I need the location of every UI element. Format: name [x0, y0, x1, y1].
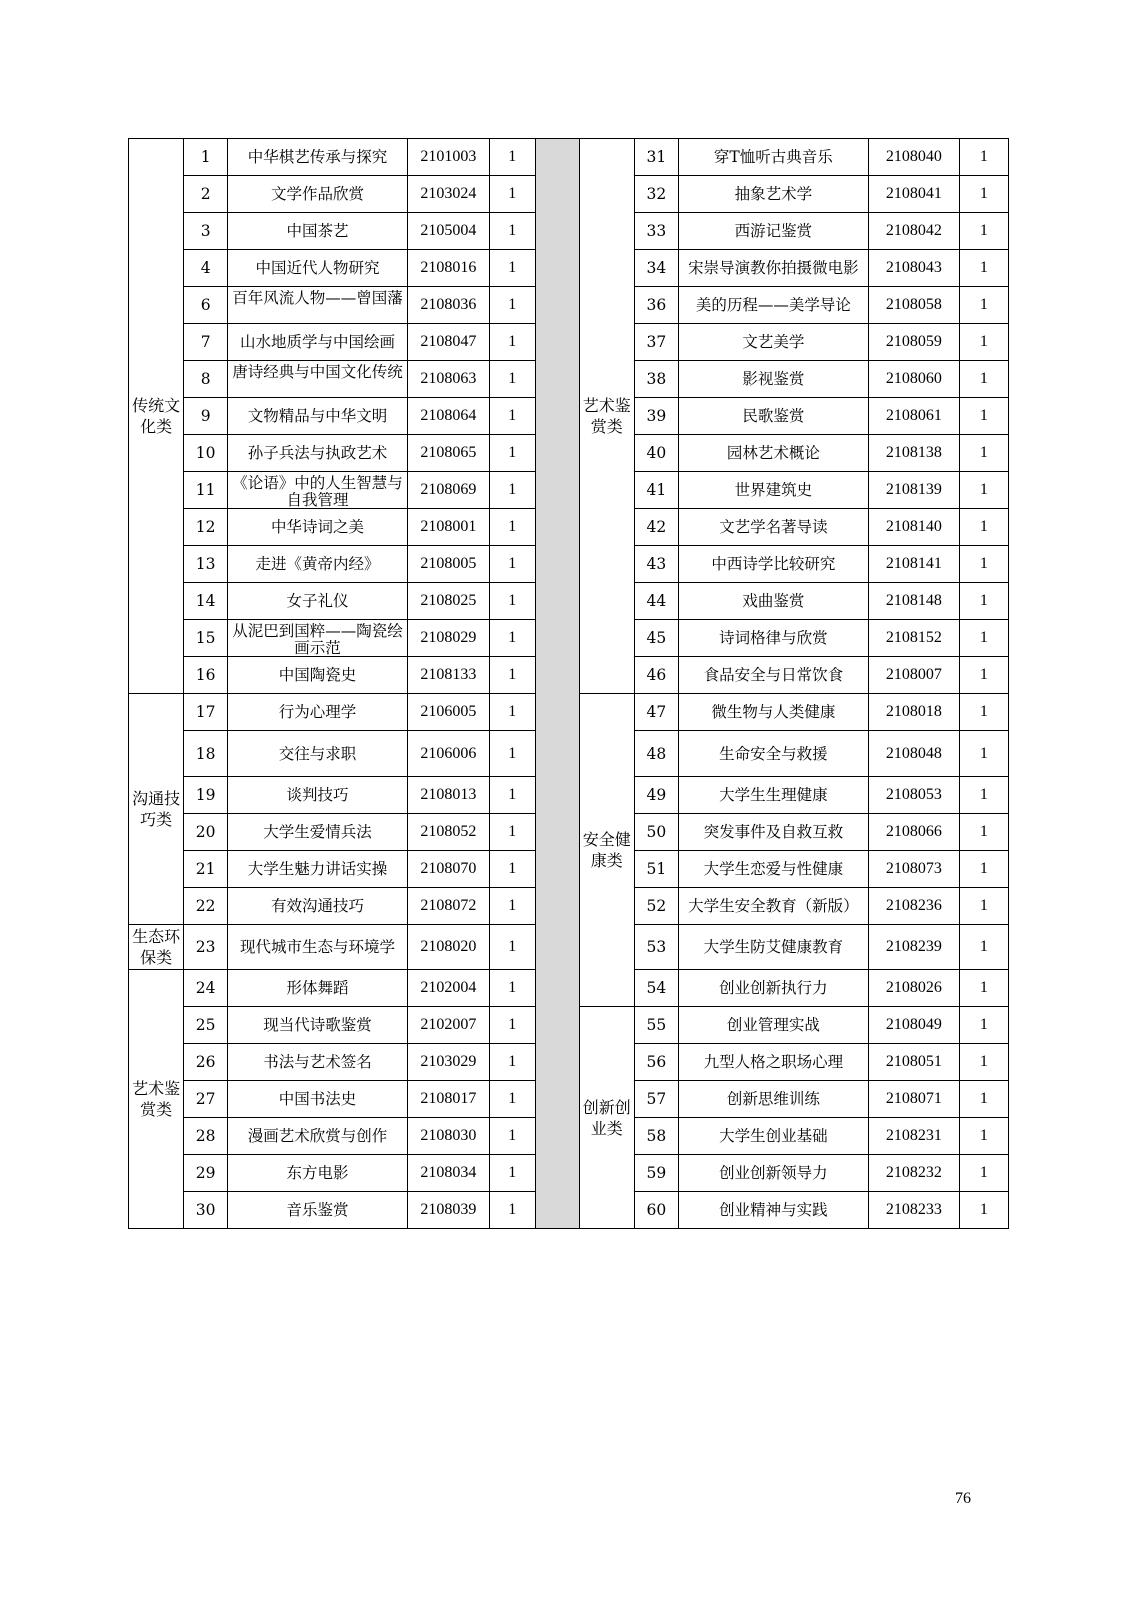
left-course-name	[228, 287, 408, 324]
left-course-number: 20	[184, 814, 228, 851]
left-course-credit: 1	[489, 324, 535, 361]
right-course-credit: 1	[959, 888, 1008, 925]
right-course-credit: 1	[959, 1081, 1008, 1118]
right-course-credit: 1	[959, 1155, 1008, 1192]
left-course-name: 中国书法史	[228, 1081, 408, 1118]
left-course-name: 中国陶瓷史	[228, 657, 408, 694]
right-course-number: 33	[634, 213, 678, 250]
right-course-number: 49	[634, 777, 678, 814]
left-course-name	[228, 361, 408, 398]
right-course-credit: 1	[959, 657, 1008, 694]
right-course-number: 37	[634, 324, 678, 361]
right-course-name: 抽象艺术学	[678, 176, 868, 213]
left-course-credit: 1	[489, 888, 535, 925]
left-course-number: 4	[184, 250, 228, 287]
right-course-number: 55	[634, 1007, 678, 1044]
left-course-credit: 1	[489, 176, 535, 213]
right-course-code: 2108141	[868, 546, 959, 583]
right-course-credit: 1	[959, 1192, 1008, 1229]
right-course-code: 2108236	[868, 888, 959, 925]
right-course-number: 45	[634, 620, 678, 657]
left-course-number: 8	[184, 361, 228, 398]
right-course-number: 32	[634, 176, 678, 213]
left-course-name: 女子礼仪	[228, 583, 408, 620]
left-course-name: 中国茶艺	[228, 213, 408, 250]
left-course-name: 孙子兵法与执政艺术	[228, 435, 408, 472]
right-course-code: 2108018	[868, 694, 959, 731]
left-course-code: 2108034	[408, 1155, 490, 1192]
right-course-credit: 1	[959, 287, 1008, 324]
right-course-name: 创业创新执行力	[678, 970, 868, 1007]
table-row	[129, 139, 1009, 176]
left-course-code: 2108005	[408, 546, 490, 583]
left-course-code: 2108025	[408, 583, 490, 620]
left-course-number: 1	[184, 139, 228, 176]
right-category-cell: 安全健康类	[579, 694, 634, 1007]
left-course-code: 2108030	[408, 1118, 490, 1155]
left-course-number: 15	[184, 620, 228, 657]
right-course-code: 2108232	[868, 1155, 959, 1192]
left-course-number: 9	[184, 398, 228, 435]
left-course-number: 21	[184, 851, 228, 888]
left-course-credit: 1	[489, 814, 535, 851]
right-course-credit: 1	[959, 472, 1008, 509]
right-course-number: 57	[634, 1081, 678, 1118]
left-course-number: 17	[184, 694, 228, 731]
left-course-code: 2108017	[408, 1081, 490, 1118]
right-category-cell: 艺术鉴赏类	[579, 139, 634, 694]
left-course-name: 现当代诗歌鉴赏	[228, 1007, 408, 1044]
right-course-number: 52	[634, 888, 678, 925]
right-course-credit: 1	[959, 1044, 1008, 1081]
left-course-credit: 1	[489, 777, 535, 814]
left-course-number: 13	[184, 546, 228, 583]
left-course-name: 东方电影	[228, 1155, 408, 1192]
left-course-name: 大学生魅力讲话实操	[228, 851, 408, 888]
right-course-name: 中西诗学比较研究	[678, 546, 868, 583]
right-course-number: 60	[634, 1192, 678, 1229]
left-course-number: 7	[184, 324, 228, 361]
left-course-number: 11	[184, 472, 228, 509]
left-course-name: 谈判技巧	[228, 777, 408, 814]
right-course-code: 2108058	[868, 287, 959, 324]
right-course-name: 食品安全与日常饮食	[678, 657, 868, 694]
left-course-credit: 1	[489, 435, 535, 472]
right-course-name: 大学生安全教育（新版）	[678, 888, 868, 925]
left-course-code: 2102004	[408, 970, 490, 1007]
left-course-number: 3	[184, 213, 228, 250]
right-course-credit: 1	[959, 694, 1008, 731]
right-course-name: 穿T恤听古典音乐	[678, 139, 868, 176]
left-course-credit: 1	[489, 851, 535, 888]
right-course-name: 戏曲鉴赏	[678, 583, 868, 620]
right-course-number: 36	[634, 287, 678, 324]
left-course-credit: 1	[489, 546, 535, 583]
right-course-code: 2108152	[868, 620, 959, 657]
right-course-credit: 1	[959, 814, 1008, 851]
left-course-code: 2103029	[408, 1044, 490, 1081]
left-course-name	[228, 472, 408, 509]
left-course-name: 音乐鉴赏	[228, 1192, 408, 1229]
left-course-name: 山水地质学与中国绘画	[228, 324, 408, 361]
right-course-code: 2108140	[868, 509, 959, 546]
left-course-credit: 1	[489, 1081, 535, 1118]
left-course-credit: 1	[489, 213, 535, 250]
left-course-number: 29	[184, 1155, 228, 1192]
left-course-number: 25	[184, 1007, 228, 1044]
right-course-name: 世界建筑史	[678, 472, 868, 509]
right-course-code: 2108042	[868, 213, 959, 250]
right-course-code: 2108059	[868, 324, 959, 361]
left-course-name-text: 《论语》中的人生智慧与自我管理	[232, 474, 403, 508]
left-course-name: 中国近代人物研究	[228, 250, 408, 287]
right-course-credit: 1	[959, 509, 1008, 546]
right-course-credit: 1	[959, 361, 1008, 398]
left-course-number: 30	[184, 1192, 228, 1229]
left-course-credit: 1	[489, 1118, 535, 1155]
left-course-name: 文物精品与中华文明	[228, 398, 408, 435]
right-course-code: 2108148	[868, 583, 959, 620]
left-course-number: 28	[184, 1118, 228, 1155]
left-course-name: 行为心理学	[228, 694, 408, 731]
right-course-name: 宋崇导演教你拍摄微电影	[678, 250, 868, 287]
right-course-code: 2108139	[868, 472, 959, 509]
right-category-cell: 创新创业类	[579, 1007, 634, 1229]
right-course-code: 2108233	[868, 1192, 959, 1229]
left-course-credit: 1	[489, 361, 535, 398]
left-course-code: 2108072	[408, 888, 490, 925]
right-course-credit: 1	[959, 546, 1008, 583]
left-category-cell: 艺术鉴赏类	[129, 970, 184, 1229]
right-course-name: 民歌鉴赏	[678, 398, 868, 435]
left-course-name: 漫画艺术欣赏与创作	[228, 1118, 408, 1155]
right-course-name: 大学生防艾健康教育	[678, 925, 868, 970]
right-course-code: 2108060	[868, 361, 959, 398]
left-category-cell: 传统文化类	[129, 139, 184, 694]
right-course-number: 40	[634, 435, 678, 472]
left-course-credit: 1	[489, 398, 535, 435]
right-course-name: 九型人格之职场心理	[678, 1044, 868, 1081]
left-course-code: 2108036	[408, 287, 490, 324]
right-course-name: 诗词格律与欣赏	[678, 620, 868, 657]
right-course-credit: 1	[959, 583, 1008, 620]
right-course-number: 56	[634, 1044, 678, 1081]
right-course-credit: 1	[959, 176, 1008, 213]
left-course-code: 2108039	[408, 1192, 490, 1229]
right-course-number: 43	[634, 546, 678, 583]
left-course-code: 2108065	[408, 435, 490, 472]
right-course-name: 创新思维训练	[678, 1081, 868, 1118]
right-course-number: 41	[634, 472, 678, 509]
right-course-name: 美的历程——美学导论	[678, 287, 868, 324]
right-course-number: 44	[634, 583, 678, 620]
right-course-number: 39	[634, 398, 678, 435]
left-course-code: 2103024	[408, 176, 490, 213]
right-course-name: 创业管理实战	[678, 1007, 868, 1044]
left-course-code: 2108016	[408, 250, 490, 287]
right-course-name: 西游记鉴赏	[678, 213, 868, 250]
right-course-number: 38	[634, 361, 678, 398]
right-course-code: 2108239	[868, 925, 959, 970]
right-course-code: 2108138	[868, 435, 959, 472]
right-course-code: 2108048	[868, 731, 959, 777]
right-course-name: 园林艺术概论	[678, 435, 868, 472]
left-course-name-text: 百年风流人物——曾国藩	[232, 289, 403, 307]
right-course-code: 2108007	[868, 657, 959, 694]
left-course-credit: 1	[489, 287, 535, 324]
left-course-name: 走进《黄帝内经》	[228, 546, 408, 583]
right-course-credit: 1	[959, 970, 1008, 1007]
left-course-code: 2108063	[408, 361, 490, 398]
left-course-code: 2108052	[408, 814, 490, 851]
left-course-number: 19	[184, 777, 228, 814]
left-course-name-text: 唐诗经典与中国文化传统	[232, 363, 403, 381]
right-course-code: 2108043	[868, 250, 959, 287]
right-course-credit: 1	[959, 777, 1008, 814]
right-course-code: 2108073	[868, 851, 959, 888]
course-table-body	[129, 139, 1009, 1229]
right-course-code: 2108053	[868, 777, 959, 814]
left-course-code: 2108001	[408, 509, 490, 546]
left-course-code: 2106005	[408, 694, 490, 731]
left-course-credit: 1	[489, 731, 535, 777]
left-course-code: 2108013	[408, 777, 490, 814]
right-course-credit: 1	[959, 398, 1008, 435]
right-course-name: 影视鉴赏	[678, 361, 868, 398]
right-course-name: 大学生恋爱与性健康	[678, 851, 868, 888]
right-course-number: 47	[634, 694, 678, 731]
left-course-name: 中华诗词之美	[228, 509, 408, 546]
left-course-name: 大学生爱情兵法	[228, 814, 408, 851]
left-course-number: 22	[184, 888, 228, 925]
left-course-code: 2108029	[408, 620, 490, 657]
column-separator	[535, 139, 579, 1229]
right-course-code: 2108066	[868, 814, 959, 851]
left-course-credit: 1	[489, 1007, 535, 1044]
course-table	[128, 138, 1009, 1229]
right-course-name: 创业创新领导力	[678, 1155, 868, 1192]
right-course-name: 大学生生理健康	[678, 777, 868, 814]
right-course-credit: 1	[959, 925, 1008, 970]
left-course-number: 10	[184, 435, 228, 472]
left-course-name: 现代城市生态与环境学	[228, 925, 408, 970]
left-course-number: 18	[184, 731, 228, 777]
right-course-number: 42	[634, 509, 678, 546]
left-course-name: 文学作品欣赏	[228, 176, 408, 213]
left-course-number: 2	[184, 176, 228, 213]
right-course-credit: 1	[959, 1118, 1008, 1155]
right-course-code: 2108041	[868, 176, 959, 213]
left-course-credit: 1	[489, 509, 535, 546]
right-course-credit: 1	[959, 139, 1008, 176]
left-course-name: 交往与求职	[228, 731, 408, 777]
right-course-name: 文艺学名著导读	[678, 509, 868, 546]
right-course-code: 2108040	[868, 139, 959, 176]
right-course-number: 53	[634, 925, 678, 970]
left-course-credit: 1	[489, 250, 535, 287]
right-course-credit: 1	[959, 213, 1008, 250]
left-category-cell: 沟通技巧类	[129, 694, 184, 925]
left-course-name	[228, 620, 408, 657]
left-course-name: 有效沟通技巧	[228, 888, 408, 925]
left-course-number: 26	[184, 1044, 228, 1081]
right-course-credit: 1	[959, 731, 1008, 777]
right-course-credit: 1	[959, 250, 1008, 287]
right-course-number: 54	[634, 970, 678, 1007]
left-course-credit: 1	[489, 1192, 535, 1229]
left-course-credit: 1	[489, 1044, 535, 1081]
right-course-number: 51	[634, 851, 678, 888]
left-course-code: 2108070	[408, 851, 490, 888]
left-course-code: 2108133	[408, 657, 490, 694]
left-course-code: 2101003	[408, 139, 490, 176]
right-course-credit: 1	[959, 435, 1008, 472]
right-course-number: 31	[634, 139, 678, 176]
right-course-credit: 1	[959, 851, 1008, 888]
left-course-code: 2108069	[408, 472, 490, 509]
right-course-number: 50	[634, 814, 678, 851]
right-course-name: 创业精神与实践	[678, 1192, 868, 1229]
right-course-name: 大学生创业基础	[678, 1118, 868, 1155]
left-course-name: 形体舞蹈	[228, 970, 408, 1007]
right-course-name: 微生物与人类健康	[678, 694, 868, 731]
left-course-number: 24	[184, 970, 228, 1007]
left-course-credit: 1	[489, 620, 535, 657]
right-course-code: 2108026	[868, 970, 959, 1007]
left-course-code: 2108064	[408, 398, 490, 435]
right-course-name: 文艺美学	[678, 324, 868, 361]
left-course-credit: 1	[489, 657, 535, 694]
right-course-credit: 1	[959, 1007, 1008, 1044]
right-course-code: 2108231	[868, 1118, 959, 1155]
right-course-name: 生命安全与救援	[678, 731, 868, 777]
left-course-code: 2102007	[408, 1007, 490, 1044]
left-course-number: 16	[184, 657, 228, 694]
right-course-name: 突发事件及自救互救	[678, 814, 868, 851]
left-course-number: 12	[184, 509, 228, 546]
right-course-code: 2108071	[868, 1081, 959, 1118]
left-course-credit: 1	[489, 925, 535, 970]
left-course-credit: 1	[489, 139, 535, 176]
page-number: 76	[955, 1490, 971, 1507]
left-course-credit: 1	[489, 694, 535, 731]
left-course-credit: 1	[489, 583, 535, 620]
left-course-code: 2108047	[408, 324, 490, 361]
left-course-code: 2108020	[408, 925, 490, 970]
left-course-name: 书法与艺术签名	[228, 1044, 408, 1081]
right-course-credit: 1	[959, 620, 1008, 657]
left-course-credit: 1	[489, 472, 535, 509]
left-course-code: 2106006	[408, 731, 490, 777]
left-course-name-text: 从泥巴到国粹——陶瓷绘画示范	[232, 622, 403, 656]
left-course-name: 中华棋艺传承与探究	[228, 139, 408, 176]
right-course-number: 46	[634, 657, 678, 694]
left-category-cell: 生态环保类	[129, 925, 184, 970]
left-course-number: 6	[184, 287, 228, 324]
left-course-credit: 1	[489, 1155, 535, 1192]
left-course-number: 23	[184, 925, 228, 970]
right-course-number: 34	[634, 250, 678, 287]
right-course-credit: 1	[959, 324, 1008, 361]
left-course-number: 27	[184, 1081, 228, 1118]
right-course-number: 59	[634, 1155, 678, 1192]
left-course-number: 14	[184, 583, 228, 620]
right-course-number: 48	[634, 731, 678, 777]
right-course-code: 2108061	[868, 398, 959, 435]
right-course-code: 2108049	[868, 1007, 959, 1044]
right-course-number: 58	[634, 1118, 678, 1155]
left-course-credit: 1	[489, 970, 535, 1007]
right-course-code: 2108051	[868, 1044, 959, 1081]
left-course-code: 2105004	[408, 213, 490, 250]
